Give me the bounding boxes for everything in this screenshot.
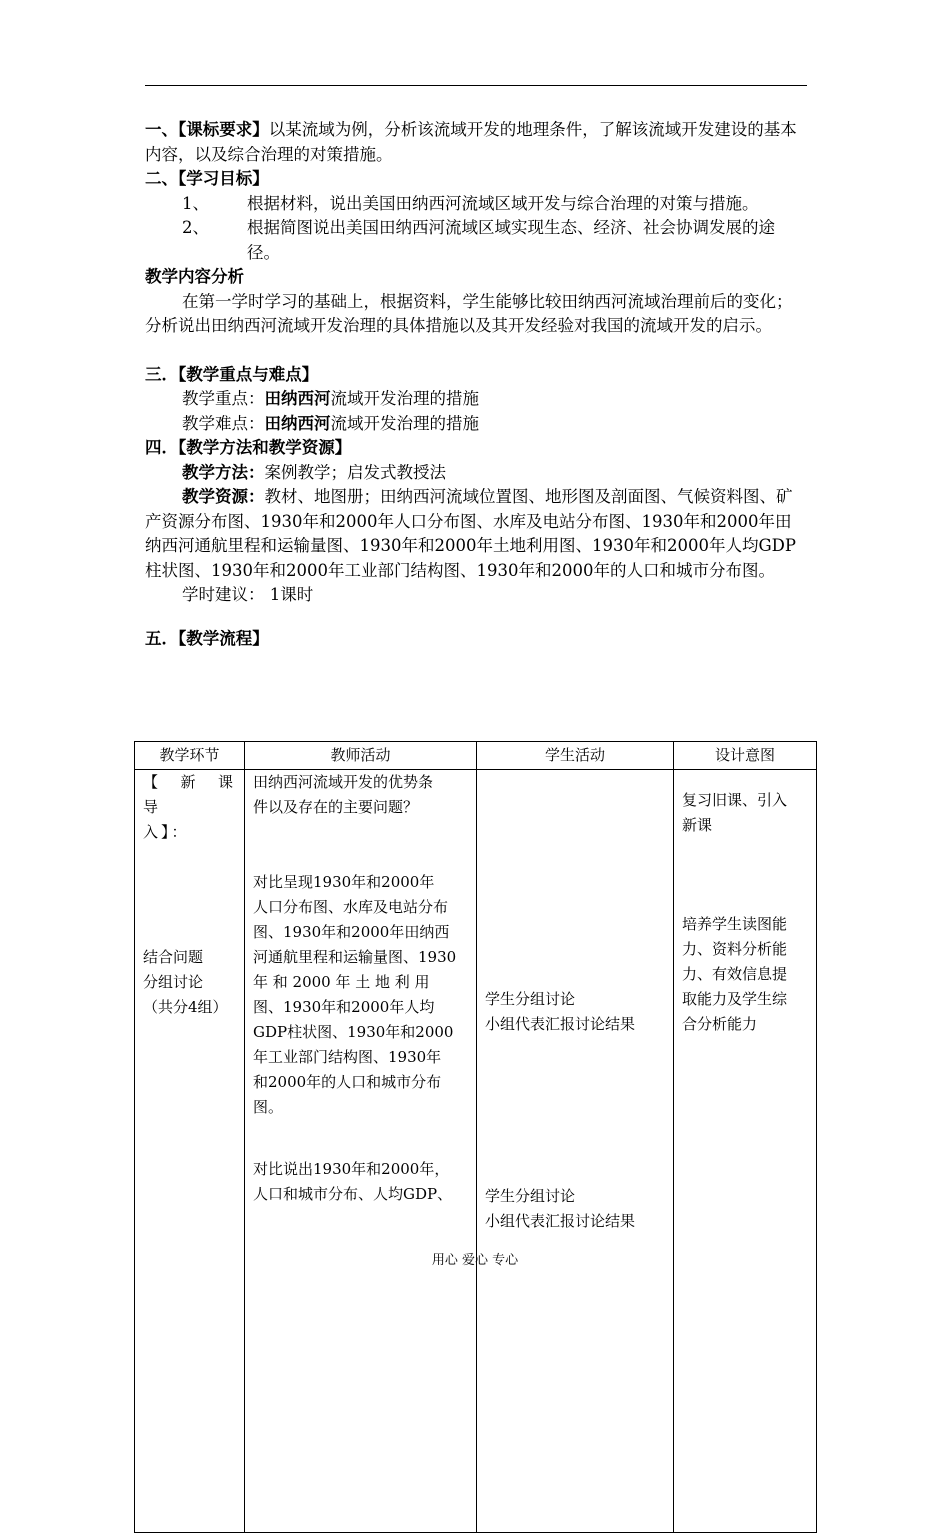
section-heading: 一、【课标要求】 [145,120,269,139]
design-intent: 培养学生读图能 力、资料分析能 力、有效信息提 取能力及学生综 合分析能力 [682,915,788,1033]
teaching-resources [145,485,807,583]
section-text: 以某流域为例，分析该流域开发的地理条件，了解该流域开发建设的基本内容，以及综合治理的对策措施。 [145,120,797,164]
key-point [145,387,807,412]
table-header: 设计意图 [674,742,817,770]
cell-intro: 【 新 课 导 入】： [143,773,236,841]
table-cell [135,770,245,1533]
key-label: 教学重点： [182,389,265,408]
section-curriculum [145,118,807,167]
teacher-activity: 对比呈现1930年和2000年 人口分布图、水库及电站分布 图、1930年和2000年田纳西 河通航里程和运输量图、1930 年 和 2000 年 土 地 利 用 图、1930年和2000年人均 GDP柱状图、1930年和2000 年工业部门结构图、1930年 和2000年的人口和城市分布 图。 [253,873,457,1116]
method-label: 教学方法： [182,462,265,482]
teaching-flow-table [134,741,817,1533]
section-heading: 二、【学习目标】 [145,169,269,188]
header-rule [145,85,807,86]
table-cell [674,770,817,1533]
table-header-row [135,742,817,770]
table-cell [477,770,674,1533]
key-bold: 田纳西河 [264,389,331,408]
document-body [145,118,807,651]
section-heading: 三．【教学重点与难点】 [145,364,319,384]
list-item [145,192,807,217]
table-header: 教师活动 [245,742,477,770]
list-number: 2、 [182,218,209,237]
list-number: 1、 [182,193,209,213]
diff-label: 教学难点： [182,413,265,433]
section-heading: 四．【教学方法和教学资源】 [145,438,352,457]
design-intent: 复习旧课、引入 新课 [682,791,788,834]
analysis-text: 在第一学时学习的基础上，根据资料，学生能够比较田纳西河流域治理前后的变化；分析说出田纳西河流域开发治理的具体措施以及其开发经验对我国的流域开发的启示。 [145,291,793,335]
teacher-activity: 对比说出1930年和2000年， 人口和城市分布、人均GDP、 [253,1160,453,1203]
table-header: 学生活动 [477,742,674,770]
cell-group: 结合问题 分组讨论 （共分4组） [143,948,228,1016]
diff-rest: 流域开发治理的措施 [330,413,479,433]
key-rest: 流域开发治理的措施 [330,389,479,408]
resources-label: 教学资源： [182,487,265,506]
table-header: 教学环节 [135,742,245,770]
table-row [135,770,817,1533]
section-heading: 教学内容分析 [145,267,244,286]
student-activity: 学生分组讨论 小组代表汇报讨论结果 [485,990,636,1033]
page-footer: 用心 爱心 专心 [431,1253,519,1268]
teaching-method [145,461,807,486]
resources-text: 教材、地图册；田纳西河流域位置图、地形图及剖面图、气候资料图、矿产资源分布图、1930年和2000年人口分布图、水库及电站分布图、1930年和2000年田纳西河通航里程和运输量图、1930年和2000年土地利用图、1930年和2000年人均GDP柱状图、1930年和2000年工业部门结构图、1930年和2000年的人口和城市分布图。 [145,487,796,580]
hours-suggestion: 学时建议： 1课时 [182,585,314,604]
diff-bold: 田纳西河 [264,413,331,433]
table-cell [245,770,477,1533]
list-text: 根据简图说出美国田纳西河流域区域实现生态、经济、社会协调发展的途径。 [247,218,775,262]
student-activity: 学生分组讨论 小组代表汇报讨论结果 [485,1187,636,1230]
teacher-activity: 田纳西河流域开发的优势条 件以及存在的主要问题？ [253,773,434,816]
list-text: 根据材料，说出美国田纳西河流域区域开发与综合治理的对策与措施。 [247,193,759,213]
difficult-point [145,412,807,437]
list-item [145,216,807,265]
method-text: 案例教学；启发式教授法 [264,462,446,482]
section-heading: 五．【教学流程】 [145,628,269,648]
